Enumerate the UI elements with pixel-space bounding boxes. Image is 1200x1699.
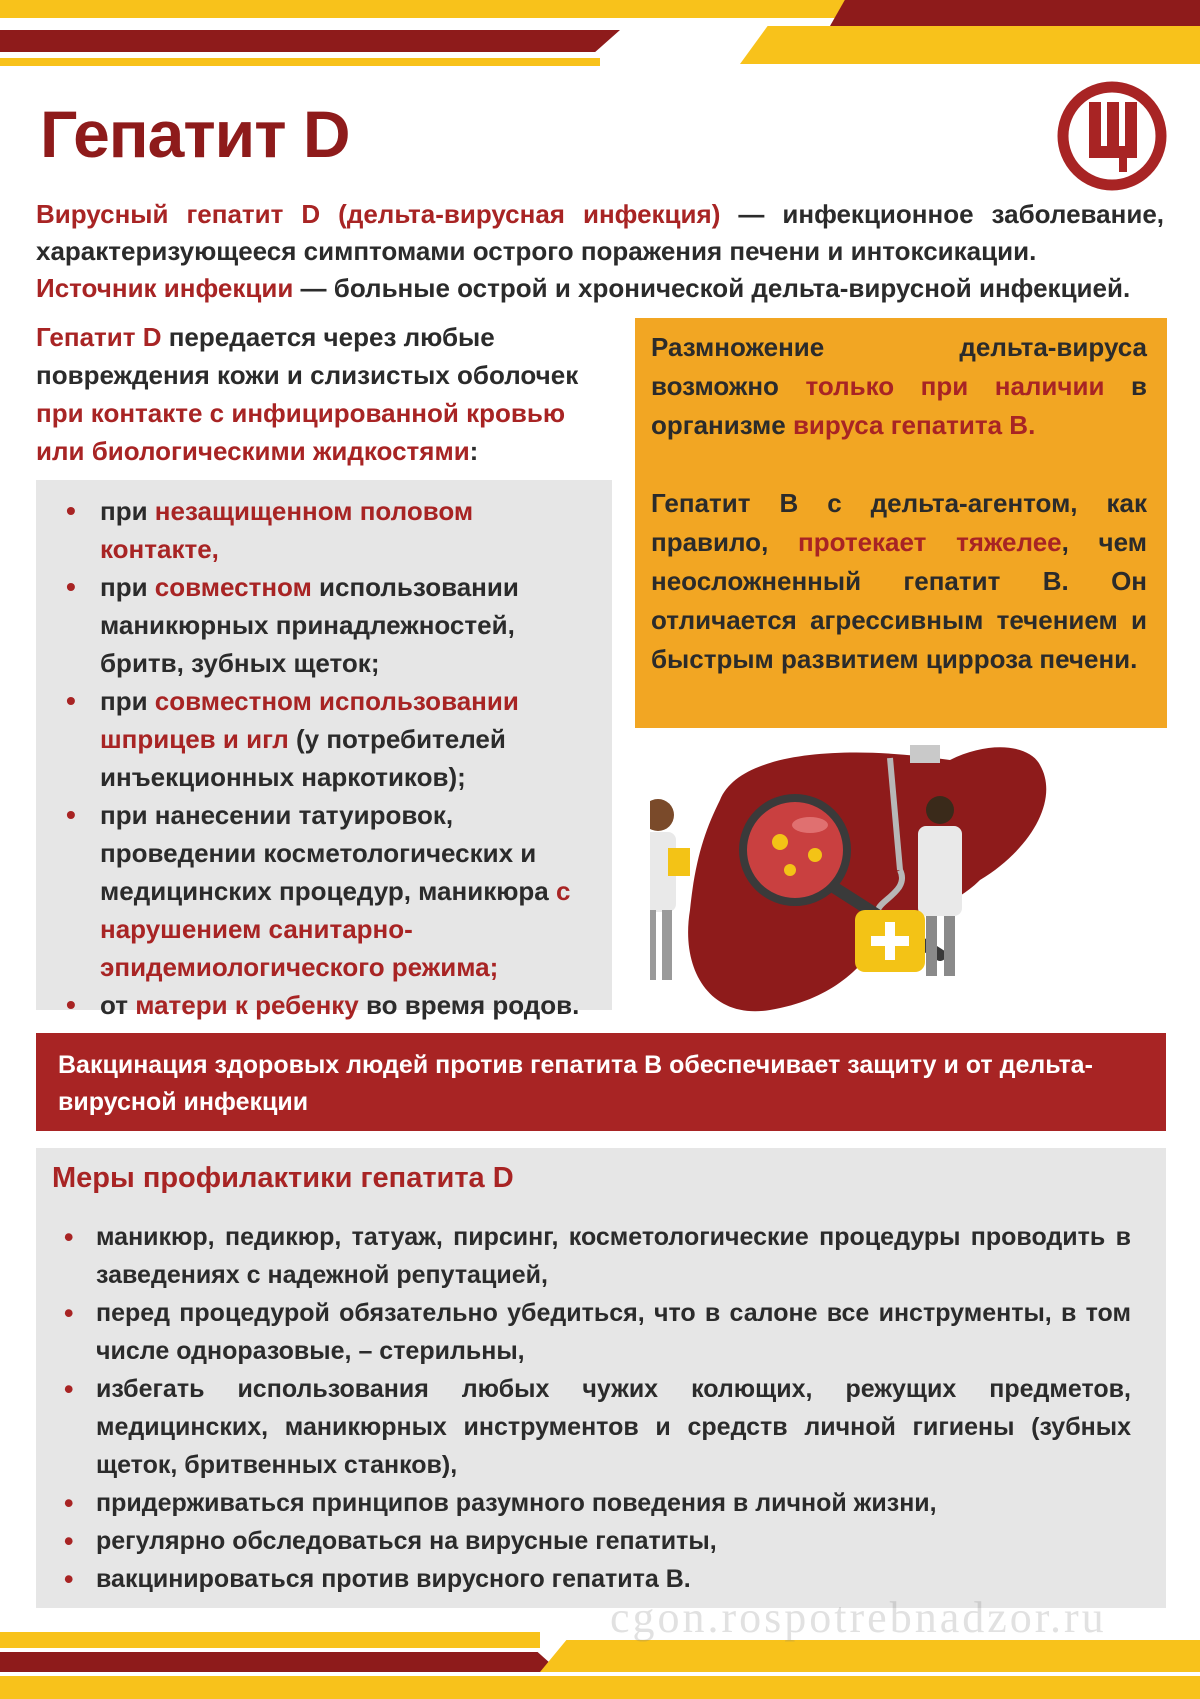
list-item [56,1522,1131,1560]
first-aid-kit-icon [855,910,925,972]
body-text: использовании маникюрных принадлежностей, бритв, зубных щеток; [100,572,519,678]
transmission-term: Гепатит D [36,322,162,352]
prevention-panel [36,1148,1166,1608]
prevention-item-text: маникюр, педикюр, татуаж, пирсинг, косметологические процедуры проводить в заведениях с надежной репутацией, [96,1223,1131,1289]
bullet-icon: • [64,1222,74,1252]
prevention-item-text: придерживаться принципов разумного поведения в личной жизни, [96,1489,937,1517]
transmission-routes-list [56,492,596,1024]
intro-text [36,196,1164,307]
source-text: — больные острой и хронической дельта-вирусной инфекцией. [293,273,1131,303]
list-item [56,1218,1131,1294]
definition-paragraph [36,196,1164,270]
body-text: во время родов. [358,990,580,1020]
body-text: при [100,686,155,716]
source-paragraph [36,270,1164,307]
prevention-item-text: перед процедурой обязательно убедиться, что в салоне все инструменты, в том числе одноразовые, – стерильны, [96,1299,1131,1365]
bullet-icon: • [64,1526,74,1556]
prevention-list [56,1218,1131,1598]
bullet-icon: • [64,1374,74,1404]
list-item [56,796,596,986]
highlight-text: незащищенном половом контакте, [100,496,474,564]
body-text: при [100,496,155,526]
bullet-icon: • [64,1488,74,1518]
watermark: cgon.rospotrebnadzor.ru [610,1593,1107,1642]
list-item [56,568,596,682]
body-text: при нанесении татуировок, проведении косметологических и медицинских процедур, маникюра [100,800,556,906]
highlight-text: протекает тяжелее [798,527,1062,557]
delta-severity-paragraph [651,484,1147,679]
transmission-routes-panel [36,480,612,1020]
source-term: Источник инфекции [36,273,294,303]
body-text: (у потребителей инъекционных наркотиков); [100,724,506,792]
bullet-icon: • [66,571,76,602]
page-title: Гепатит D [40,97,350,171]
vaccination-banner [36,1033,1166,1131]
prevention-item-text: вакцинироваться против вирусного гепатита В. [96,1565,691,1593]
liver-doctors-illustration [650,740,1160,1030]
list-item [56,1484,1131,1522]
highlight-text: с нарушением санитарно-эпидемиологического режима; [100,876,571,982]
body-text: , чем неосложненный гепатит В. Он отличается агрессивным течением и быстрым развитием цирроза печени. [651,527,1148,674]
transmission-colon: : [469,436,479,466]
prevention-item-text: регулярно обследоваться на вирусные гепатиты, [96,1527,717,1555]
body-text: Гепатит В с дельта-агентом, как правило, [651,488,1147,557]
list-item [56,492,596,568]
list-item [56,986,596,1024]
prevention-title: Меры профилактики гепатита D [52,1162,514,1194]
female-doctor-icon [650,799,690,980]
transmission-lead [36,318,596,470]
delta-virus-info-box [635,318,1167,728]
prevention-item-text: избегать использования любых чужих колющих, режущих предметов, медицинских, маникюрных инструментов и средств личной гигиены (зубных щеток, бритвенных станков), [96,1375,1131,1479]
bullet-icon: • [66,495,76,526]
bullet-icon: • [64,1298,74,1328]
list-item [56,1370,1131,1484]
bullet-icon: • [66,989,76,1020]
body-text: Размножение дельта-вируса возможно [651,332,1147,401]
list-item [56,1294,1131,1370]
bullet-icon: • [64,1564,74,1594]
transmission-highlight: при контакте с инфицированной кровью или биологическими жидкостями [36,398,566,466]
highlight-text: только при наличии [805,371,1105,401]
highlight-text: вируса гепатита В. [792,410,1036,440]
delta-replication-paragraph [651,328,1147,445]
vaccination-text: Вакцинация здоровых людей против гепатита В обеспечивает защиту и от дельта-вирусной инфекции [58,1051,1093,1116]
body-text: от [100,990,136,1020]
highlight-text: матери к ребенку [135,990,359,1020]
body-text: в организме [651,371,1147,440]
body-text: при [100,572,155,602]
list-item [56,682,596,796]
transmission-text: передается через любые повреждения кожи и слизистых оболочек [36,322,579,390]
bullet-icon: • [66,799,76,830]
definition-text: — инфекционное заболевание, характеризующееся симптомами острого поражения печени и интоксикации. [36,199,1165,266]
bullet-icon: • [66,685,76,716]
definition-term: Вирусный гепатит D (дельта-вирусная инфекция) [36,199,721,229]
highlight-text: совместном использовании шприцев и игл [100,686,519,754]
highlight-text: совместном [154,572,312,602]
rospotrebnadzor-logo-icon [1056,80,1168,192]
